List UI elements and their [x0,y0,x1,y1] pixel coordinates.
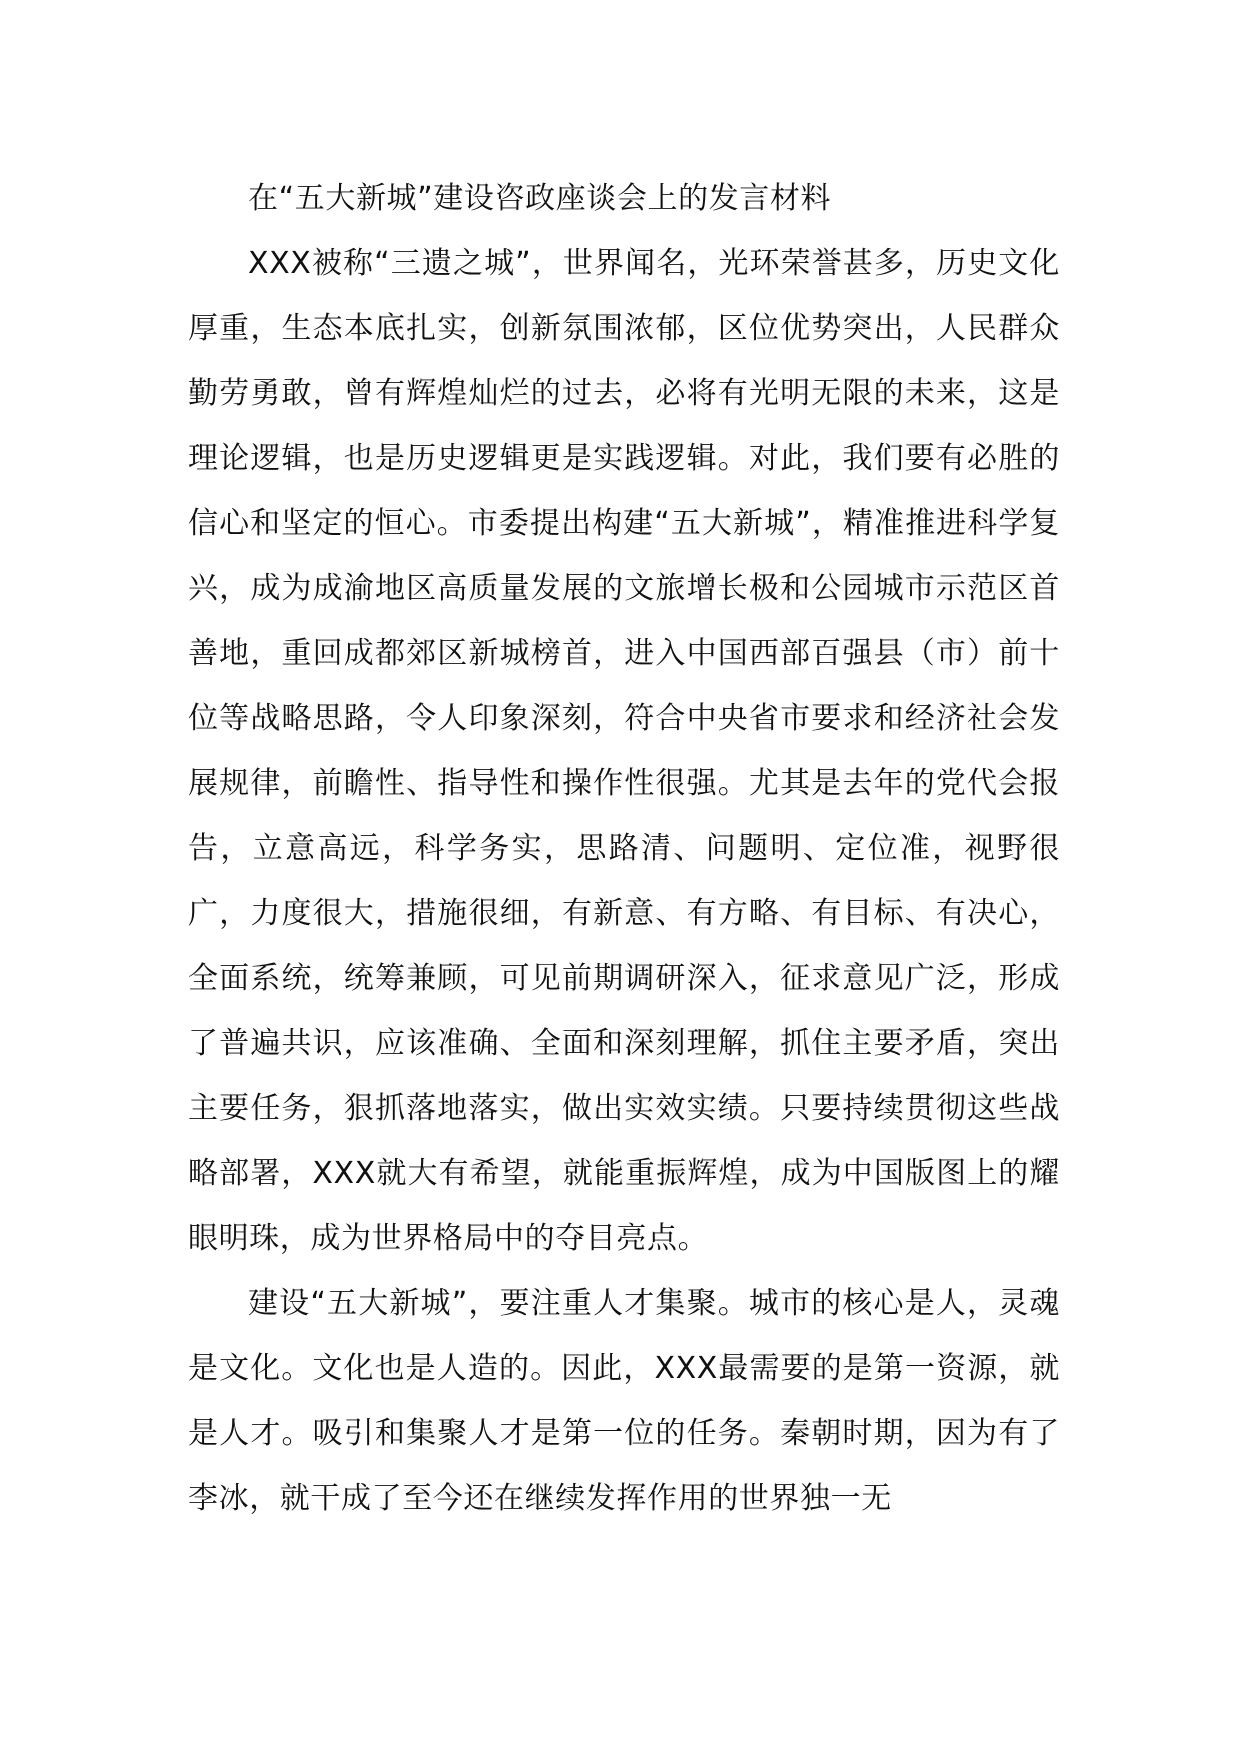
document-title: 在“五大新城”建设咨政座谈会上的发言材料 [248,181,832,216]
document-body [188,166,1060,1531]
paragraph-2: 建设“五大新城”，要注重人才集聚。城市的核心是人，灵魂是文化。文化也是人造的。因此，XXX最需要的是第一资源，就是人才。吸引和集聚人才是第一位的任务。秦朝时期，因为有了李冰，就干成了至今还在继续发挥作用的世界独一无 [188,1286,1060,1516]
paragraph-1: XXX被称“三遗之城”，世界闻名，光环荣誉甚多，历史文化厚重，生态本底扎实，创新氛围浓郁，区位优势突出，人民群众勤劳勇敢，曾有辉煌灿烂的过去，必将有光明无限的未来，这是理论逻辑，也是历史逻辑更是实践逻辑。对此，我们要有必胜的信心和坚定的恒心。市委提出构建“五大新城”，精准推进科学复兴，成为成渝地区高质量发展的文旅增长极和公园城市示范区首善地，重回成都郊区新城榜首，进入中国西部百强县（市）前十位等战略思路，令人印象深刻，符合中央省市要求和经济社会发展规律，前瞻性、指导性和操作性很强。尤其是去年的党代会报告，立意高远，科学务实，思路清、问题明、定位准，视野很广，力度很大，措施很细，有新意、有方略、有目标、有决心，全面系统，统筹兼顾，可见前期调研深入，征求意见广泛，形成了普遍共识，应该准确、全面和深刻理解，抓住主要矛盾，突出主要任务，狠抓落地落实，做出实效实绩。只要持续贯彻这些战略部署，XXX就大有希望，就能重振辉煌，成为中国版图上的耀眼明珠，成为世界格局中的夺目亮点。 [188,246,1060,1256]
